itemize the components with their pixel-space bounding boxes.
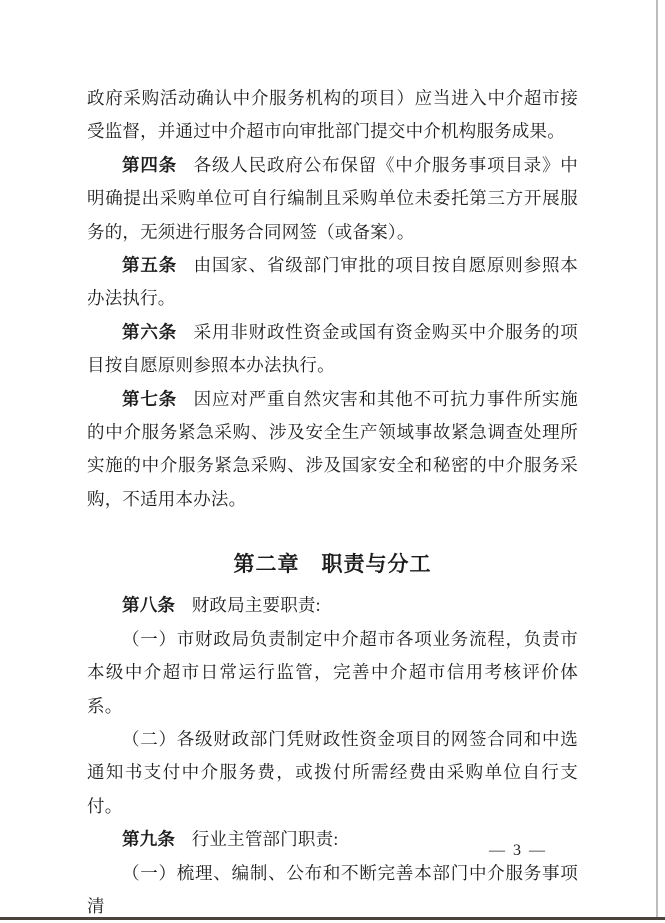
paragraph-text: 因应对严重自然灾害和其他不可抗力事件所实施的中介服务紧急采购、涉及安全生产领域事故紧急调查处理所实施的中介服务紧急采购、涉及国家安全和秘密的中介服务采购，不适用本办法。: [87, 388, 578, 509]
paragraph-text: 采用非财政性资金或国有资金购买中介服务的项目按自愿原则参照本办法执行。: [87, 321, 578, 376]
article-number: 第七条: [122, 388, 177, 409]
paragraph-text: （一）梳理、编制、公布和不断完善本部门中介服务事项清: [87, 862, 578, 916]
scan-edge-bottom-line: [0, 917, 665, 920]
paragraph-text: 政府采购活动确认中介服务机构的项目）应当进入中介超市接受监督，并通过中介超市向审批部门提交中介机构服务成果。: [87, 88, 578, 142]
paragraph-text: （二）各级财政部门凭财政性资金项目的网签合同和中选通知书支付中介服务费，或拨付所需经费由采购单位自行支付。: [87, 728, 578, 816]
article-paragraph: [87, 589, 578, 622]
document-body: [87, 82, 578, 923]
body-paragraph: [87, 623, 578, 723]
article-paragraph: [87, 149, 578, 249]
page-number: — 3 —: [489, 842, 547, 859]
body-paragraph: [87, 723, 578, 823]
body-paragraph: [87, 857, 578, 923]
scan-edge-right-line: [656, 0, 658, 918]
paragraph-text: 由国家、省级部门审批的项目按自愿原则参照本办法执行。: [87, 255, 578, 309]
body-paragraph: [87, 82, 578, 149]
chapter-heading: 第二章 职责与分工: [233, 553, 432, 577]
article-number: 第九条: [122, 829, 176, 850]
article-paragraph: [87, 383, 578, 517]
article-number: 第五条: [122, 255, 177, 276]
article-paragraph: [87, 316, 578, 383]
article-number: 第八条: [122, 595, 176, 616]
article-number: 第六条: [122, 321, 177, 342]
article-paragraph: [87, 249, 578, 316]
paragraph-text: 各级人民政府公布保留《中介服务事项目录》中明确提出采购单位可自行编制且采购单位未委托第三方开展服务的，无须进行服务合同网签（或备案）。: [87, 154, 578, 242]
article-number: 第四条: [122, 154, 177, 175]
paragraph-text: （一）市财政局负责制定中介超市各项业务流程，负责市本级中介超市日常运行监管，完善中介超市信用考核评价体系。: [87, 628, 578, 716]
paragraph-text: 行业主管部门职责:: [191, 829, 339, 850]
paragraph-text: 财政局主要职责:: [191, 595, 321, 616]
